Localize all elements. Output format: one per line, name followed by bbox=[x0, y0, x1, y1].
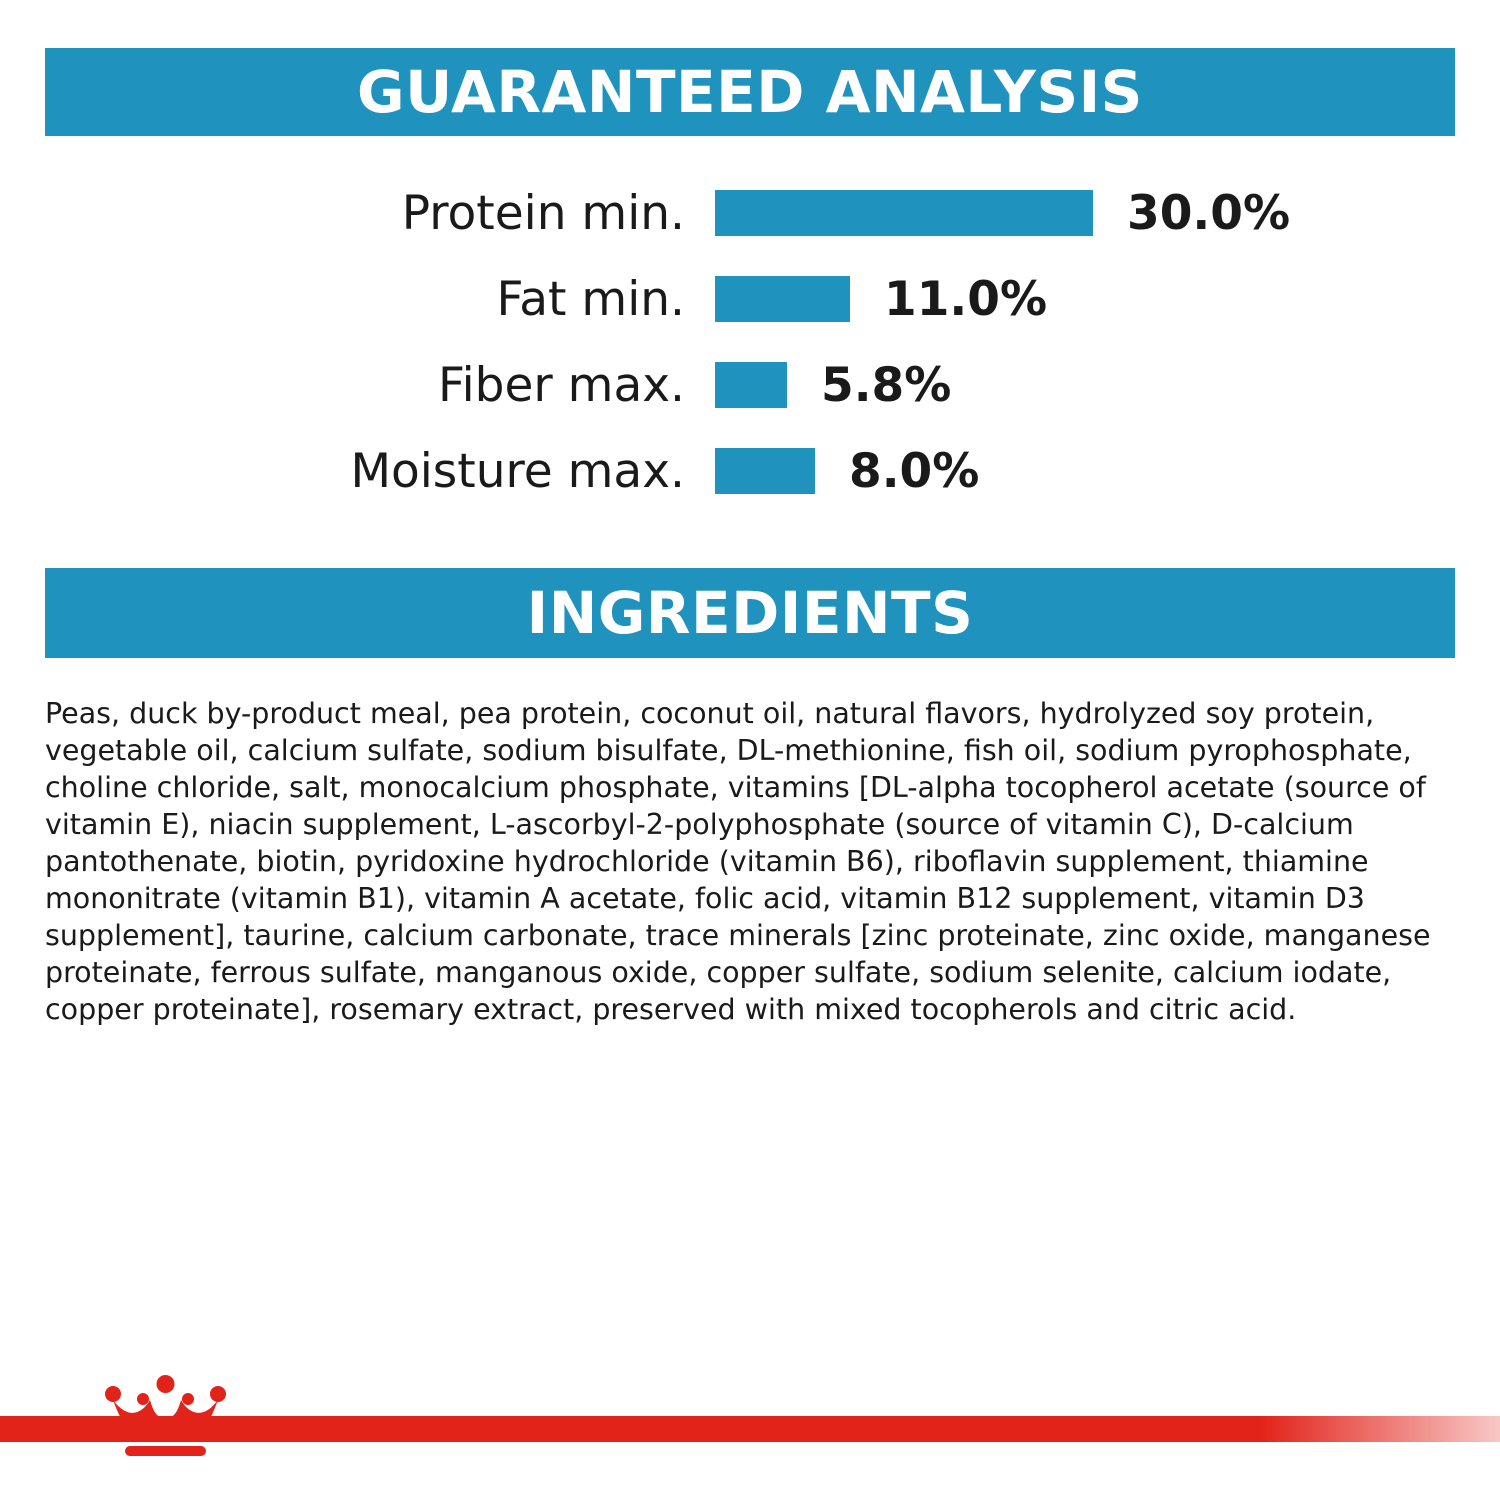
chart-row-bar-group bbox=[715, 272, 1047, 327]
ingredients-text: Peas, duck by-product meal, pea protein, coconut oil, natural flavors, hydrolyzed soy protein, vegetable oil, calcium sulfate, sodium bisulfate, DL-methionine, fish oil, sodium pyrophosphate, choline chloride, salt, monocalcium phosphate, vitamins [DL-alpha tocopherol acetate (source of vitamin E), niacin supplement, L-ascorbyl-2-polyphosphate (source of vitamin C), D-calcium pantothenate, biotin, pyridoxine hydrochloride (vitamin B6), riboflavin supplement, thiamine mononitrate (vitamin B1), vitamin A acetate, folic acid, vitamin B12 supplement, vitamin D3 supplement], taurine, calcium carbonate, trace minerals [zinc proteinate, zinc oxide, manganese proteinate, ferrous sulfate, manganous oxide, copper sulfate, sodium selenite, calcium iodate, copper proteinate], rosemary extract, preserved with mixed tocopherols and citric acid. bbox=[45, 697, 1431, 1026]
chart-row-value: 11.0% bbox=[884, 271, 1048, 327]
chart-row-value: 30.0% bbox=[1127, 185, 1291, 241]
chart-bar bbox=[715, 276, 850, 322]
chart-bar bbox=[715, 362, 787, 408]
chart-row-bar-group bbox=[715, 186, 1290, 241]
guaranteed-analysis-header: GUARANTEED ANALYSIS bbox=[45, 48, 1455, 136]
chart-row-label: Moisture max. bbox=[350, 443, 685, 499]
chart-row-bar-group bbox=[715, 444, 979, 499]
chart-bar bbox=[715, 190, 1093, 236]
chart-row-label: Protein min. bbox=[401, 185, 685, 241]
chart-row bbox=[45, 436, 1455, 506]
chart-row bbox=[45, 178, 1455, 248]
chart-row-label: Fat min. bbox=[496, 271, 685, 327]
chart-row-bar-group bbox=[715, 358, 951, 413]
chart-row bbox=[45, 350, 1455, 420]
chart-row-label: Fiber max. bbox=[437, 357, 685, 413]
guaranteed-analysis-chart bbox=[45, 178, 1455, 522]
ingredients-header: INGREDIENTS bbox=[45, 568, 1455, 658]
chart-bar bbox=[715, 448, 815, 494]
royal-canin-crown-icon bbox=[103, 1374, 228, 1464]
chart-row-value: 5.8% bbox=[821, 357, 952, 413]
chart-row-value: 8.0% bbox=[849, 443, 980, 499]
chart-row bbox=[45, 264, 1455, 334]
